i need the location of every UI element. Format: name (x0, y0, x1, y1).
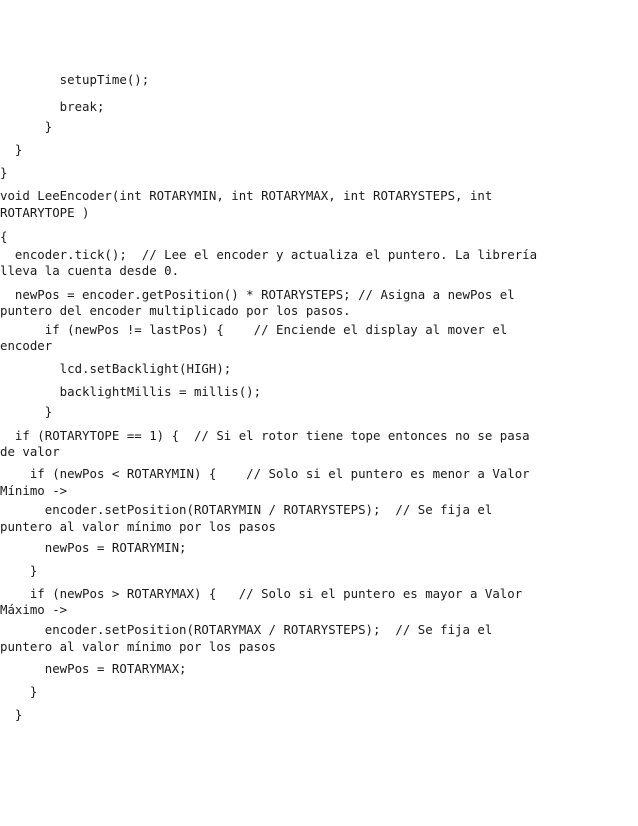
code-line: if (newPos < ROTARYMIN) { // Solo si el puntero es menor a Valor (0, 466, 530, 481)
code-line: if (ROTARYTOPE == 1) { // Si el rotor tiene tope entonces no se pasa (0, 428, 530, 443)
code-line: encoder.tick(); // Lee el encoder y actualiza el puntero. La librería (0, 247, 538, 262)
code-line: } (0, 684, 38, 699)
code-line: setupTime(); (0, 72, 150, 87)
code-line: encoder.setPosition(ROTARYMIN / ROTARYSTEPS); // Se fija el (0, 502, 493, 517)
code-line: encoder.setPosition(ROTARYMAX / ROTARYSTEPS); // Se fija el (0, 622, 493, 637)
code-line: puntero del encoder multiplicado por los pasos. (0, 303, 351, 318)
code-line: } (0, 563, 38, 578)
code-line: Máximo -> (0, 602, 68, 617)
code-line: } (0, 404, 53, 419)
code-line: newPos = encoder.getPosition() * ROTARYSTEPS; // Asigna a newPos el (0, 287, 515, 302)
code-line: if (newPos > ROTARYMAX) { // Solo si el puntero es mayor a Valor (0, 586, 523, 601)
code-line: newPos = ROTARYMIN; (0, 540, 187, 555)
code-line: backlightMillis = millis(); (0, 384, 262, 399)
code-line: void LeeEncoder(int ROTARYMIN, int ROTARYMAX, int ROTARYSTEPS, int (0, 188, 493, 203)
code-line: de valor (0, 444, 60, 459)
code-line: encoder (0, 338, 53, 353)
code-line: } (0, 142, 23, 157)
code-line: } (0, 707, 23, 722)
code-line: } (0, 165, 8, 180)
code-line: lcd.setBacklight(HIGH); (0, 361, 232, 376)
code-line: ROTARYTOPE ) (0, 205, 90, 220)
code-line: newPos = ROTARYMAX; (0, 661, 187, 676)
code-line: Mínimo -> (0, 483, 68, 498)
code-line: puntero al valor mínimo por los pasos (0, 519, 277, 534)
code-line: if (newPos != lastPos) { // Enciende el display al mover el (0, 322, 508, 337)
code-line: { (0, 229, 8, 244)
code-line: puntero al valor mínimo por los pasos (0, 639, 277, 654)
code-line: lleva la cuenta desde 0. (0, 263, 180, 278)
code-line: } (0, 119, 53, 134)
code-line: break; (0, 99, 105, 114)
